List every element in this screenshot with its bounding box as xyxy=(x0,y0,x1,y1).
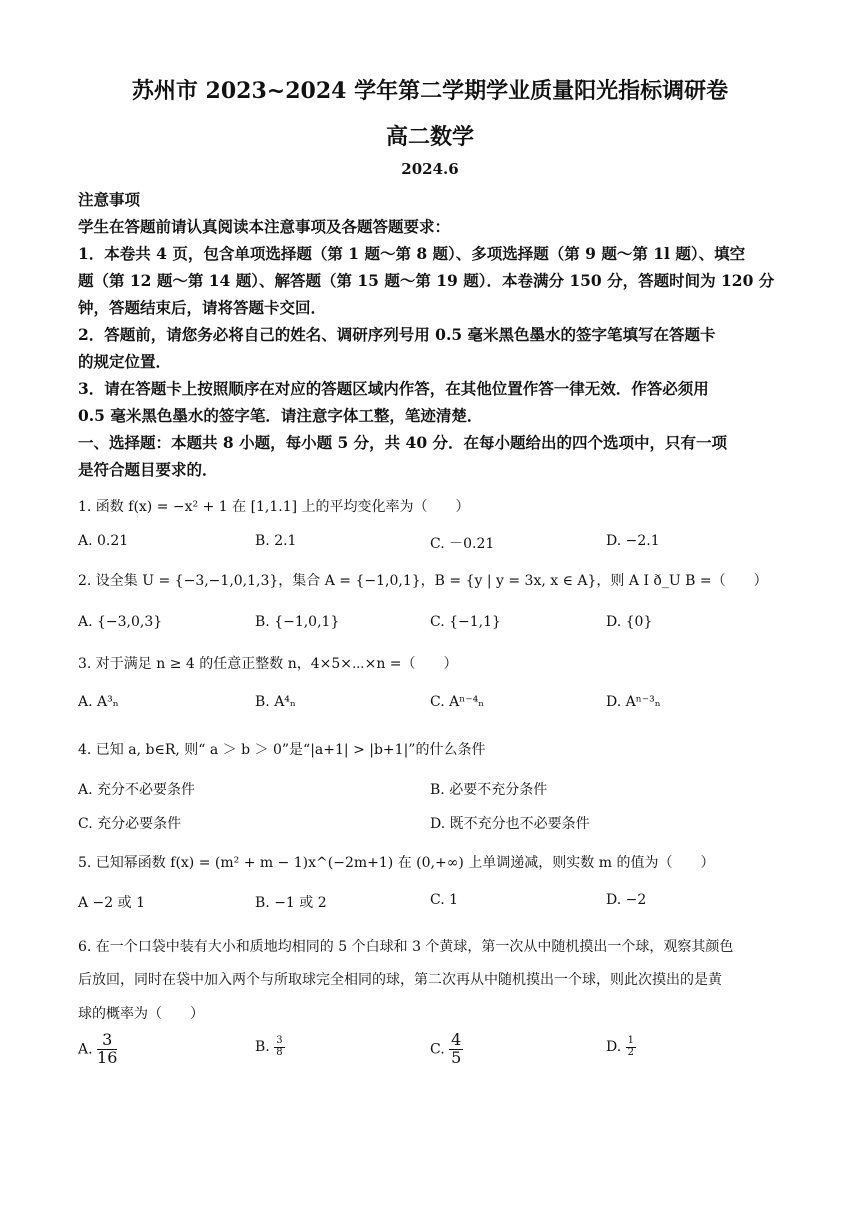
q6-option-b-numerator: 3 xyxy=(276,1035,283,1046)
q1-option-c: C. －0.21 xyxy=(430,536,495,552)
section-heading-line-1: 一、选择题：本题共 8 小题，每小题 5 分，共 40 分．在每小题给出的四个选项中，只有一项 xyxy=(78,433,728,452)
q6-option-d-denominator: 2 xyxy=(627,1046,635,1058)
q3-option-a: A. A³ₙ xyxy=(78,694,119,710)
q6-option-d-fraction xyxy=(626,1036,636,1058)
exam-title: 苏州市 2023~2024 学年第二学期学业质量阳光指标调研卷 xyxy=(131,78,729,104)
section-heading-line-2: 是符合题目要求的． xyxy=(78,460,218,479)
q6-option-b xyxy=(255,1036,285,1058)
notice-line-2: 题（第 12 题～第 14 题）、解答题（第 15 题～第 19 题）．本卷满分 150 分，答题时间为 120 分 xyxy=(78,271,775,290)
q2-option-a: A. {−3,0,3} xyxy=(78,614,163,630)
question-3: 3. 对于满足 n ≥ 4 的任意正整数 n，4×5×⋯×n =（ ） xyxy=(78,656,458,672)
notice-line-7: 0.5 毫米黑色墨水的签字笔．请注意字体工整，笔迹清楚． xyxy=(78,406,483,425)
q3-option-d: D. Aⁿ⁻³ₙ xyxy=(606,694,661,710)
question-6-line-3: 球的概率为（ ） xyxy=(78,1006,204,1022)
q5-option-c: C. 1 xyxy=(430,892,459,908)
q6-option-b-denominator: 8 xyxy=(276,1046,283,1058)
q2-option-d: D. {0} xyxy=(606,614,653,630)
notice-line-3: 钟，答题结束后，请将答题卡交回． xyxy=(78,298,327,317)
q3-option-c: C. Aⁿ⁻⁴ₙ xyxy=(430,694,485,710)
q5-option-b: B. −1 或 2 xyxy=(255,895,327,911)
q1-option-d: D. −2.1 xyxy=(606,533,660,549)
question-6-line-2: 后放回，同时在袋中加入两个与所取球完全相同的球，第二次再从中随机摸出一个球，则此次摸出的是黄 xyxy=(78,972,722,988)
q2-option-c: C. {−1,1} xyxy=(430,614,501,630)
q1-option-b: B. 2.1 xyxy=(255,533,297,549)
question-5: 5. 已知幂函数 f(x) = (m² + m − 1)x^(−2m+1) 在 (0,+∞) 上单调递减，则实数 m 的值为（ ） xyxy=(78,855,715,871)
q1-option-a: A. 0.21 xyxy=(78,533,129,549)
question-4: 4. 已知 a, b∈R, 则“ a ＞ b ＞ 0”是“|a+1| > |b+1|”的什么条件 xyxy=(78,742,486,758)
q6-option-c-fraction xyxy=(449,1032,463,1067)
q6-option-b-fraction xyxy=(274,1036,284,1058)
notice-line-5: 的规定位置． xyxy=(78,352,172,371)
q5-option-d: D. −2 xyxy=(606,892,647,908)
q4-option-d: D. 既不充分也不必要条件 xyxy=(430,816,590,832)
notice-intro: 学生在答题前请认真阅读本注意事项及各题答题要求： xyxy=(78,217,451,236)
q4-option-b: B. 必要不充分条件 xyxy=(430,782,548,798)
notice-line-1: 1．本卷共 4 页，包含单项选择题（第 1 题～第 8 题）、多项选择题（第 9 题～第 1l 题）、填空 xyxy=(78,244,746,263)
q6-option-a-numerator: 3 xyxy=(97,1032,117,1050)
q6-option-c xyxy=(430,1032,463,1067)
q6-option-a-denominator: 16 xyxy=(97,1047,118,1067)
notice-line-4: 2．答题前，请您务必将自己的姓名、调研序列号用 0.5 毫米黑色墨水的签字笔填写在答题卡 xyxy=(78,325,716,344)
q6-option-c-denominator: 5 xyxy=(451,1047,462,1067)
question-6-line-1: 6. 在一个口袋中装有大小和质地均相同的 5 个白球和 3 个黄球，第一次从中随机摸出一个球，观察其颜色 xyxy=(78,939,734,955)
q6-option-a-label: A. xyxy=(78,1041,93,1058)
q5-option-a: A −2 或 1 xyxy=(78,895,146,911)
q4-option-a: A. 充分不必要条件 xyxy=(78,782,196,798)
q6-option-d xyxy=(606,1036,636,1058)
q2-option-b: B. {−1,0,1} xyxy=(255,614,340,630)
question-2: 2. 设全集 U = {−3,−1,0,1,3}，集合 A = {−1,0,1}，B = {y | y = 3x, x ∈ A}，则 A I ð_U B =（ ） xyxy=(78,573,768,589)
q6-option-c-label: C. xyxy=(430,1041,445,1058)
q4-option-c: C. 充分必要条件 xyxy=(78,816,182,832)
question-1: 1. 函数 f(x) = −x² + 1 在 [1,1.1] 上的平均变化率为（ ） xyxy=(78,499,470,515)
exam-date: 2024.6 xyxy=(401,160,459,178)
q3-option-b: B. A⁴ₙ xyxy=(255,694,296,710)
q6-option-d-numerator: 1 xyxy=(627,1035,635,1046)
q6-option-a xyxy=(78,1032,117,1067)
notice-heading: 注意事项 xyxy=(78,190,141,209)
q6-option-a-fraction xyxy=(97,1032,117,1067)
notice-line-6: 3．请在答题卡上按照顺序在对应的答题区域内作答，在其他位置作答一律无效．作答必须用 xyxy=(78,379,709,398)
q6-option-b-label: B. xyxy=(255,1039,270,1055)
q6-option-d-label: D. xyxy=(606,1039,622,1055)
q6-option-c-numerator: 4 xyxy=(451,1030,462,1049)
exam-subject: 高二数学 xyxy=(385,124,474,150)
